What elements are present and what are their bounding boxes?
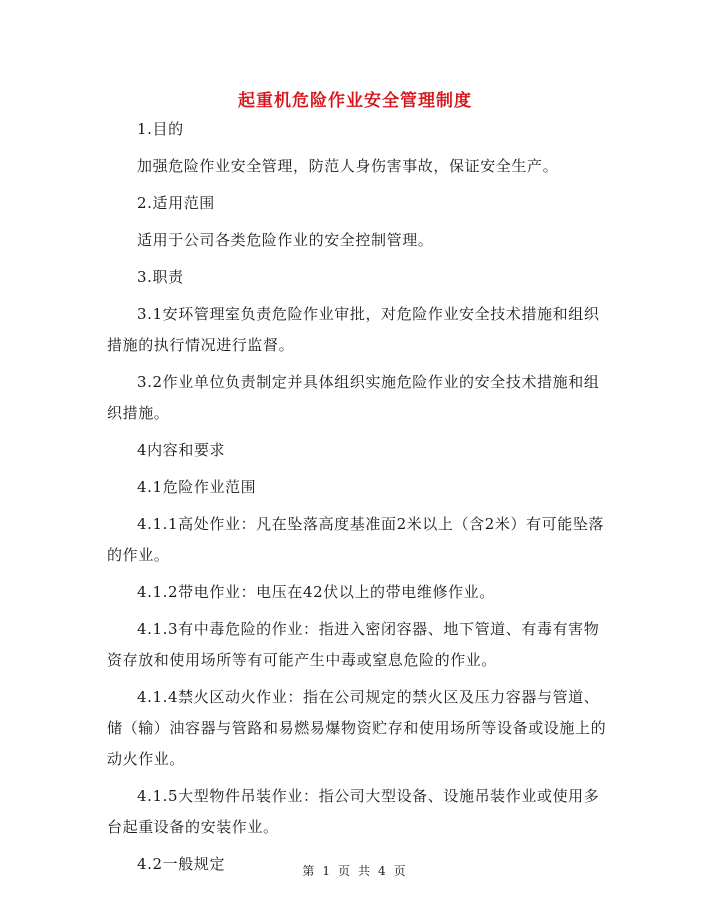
- footer-total-unit: 页: [393, 864, 408, 878]
- footer-page-prefix: 第: [302, 864, 317, 878]
- paragraph-4-1-1: 4.1.1高处作业：凡在坠落高度基准面2米以上（含2米）有可能坠落的作业。: [107, 515, 605, 564]
- paragraph-scope: 适用于公司各类危险作业的安全控制管理。: [137, 231, 434, 249]
- footer-total-pages: 4: [378, 864, 388, 878]
- section-heading-purpose: 1.目的: [137, 120, 184, 138]
- paragraph-4-1-3: 4.1.3有中毒危险的作业：指进入密闭容器、地下管道、有毒有害物资存放和使用场所等有可能产生中毒或窒息危险的作业。: [107, 620, 600, 669]
- document-body: [107, 108, 612, 880]
- paragraph-4-1-2: 4.1.2带电作业：电压在42伏以上的带电维修作业。: [137, 583, 495, 601]
- document-title: 起重机危险作业安全管理制度: [238, 91, 472, 111]
- paragraph-duty-3-2: 3.2作业单位负责制定并具体组织实施危险作业的安全技术措施和组织措施。: [107, 373, 600, 422]
- paragraph-4-1-4: 4.1.4禁火区动火作业：指在公司规定的禁火区及压力容器与管道、储（输）油容器与管路和易燃易爆物资贮存和使用场所等设备或设施上的动火作业。: [107, 688, 607, 768]
- footer-total-prefix: 共: [358, 864, 373, 878]
- subsection-heading-4-1: 4.1危险作业范围: [137, 478, 257, 496]
- page-footer: [0, 862, 710, 879]
- footer-page-unit: 页: [337, 864, 352, 878]
- section-heading-content: 4内容和要求: [137, 441, 226, 459]
- paragraph-4-1-5: 4.1.5大型物件吊装作业：指公司大型设备、设施吊装作业或使用多台起重设备的安装作业。: [107, 787, 600, 836]
- subsection-heading-4-2: 4.2一般规定: [137, 855, 226, 873]
- section-heading-scope: 2.适用范围: [137, 194, 215, 212]
- paragraph-duty-3-1: 3.1安环管理室负责危险作业审批，对危险作业安全技术措施和组织措施的执行情况进行监督。: [107, 305, 600, 354]
- paragraph-purpose: 加强危险作业安全管理，防范人身伤害事故，保证安全生产。: [137, 157, 559, 175]
- footer-page-number: 1: [322, 864, 332, 878]
- section-heading-duties: 3.职责: [137, 268, 184, 286]
